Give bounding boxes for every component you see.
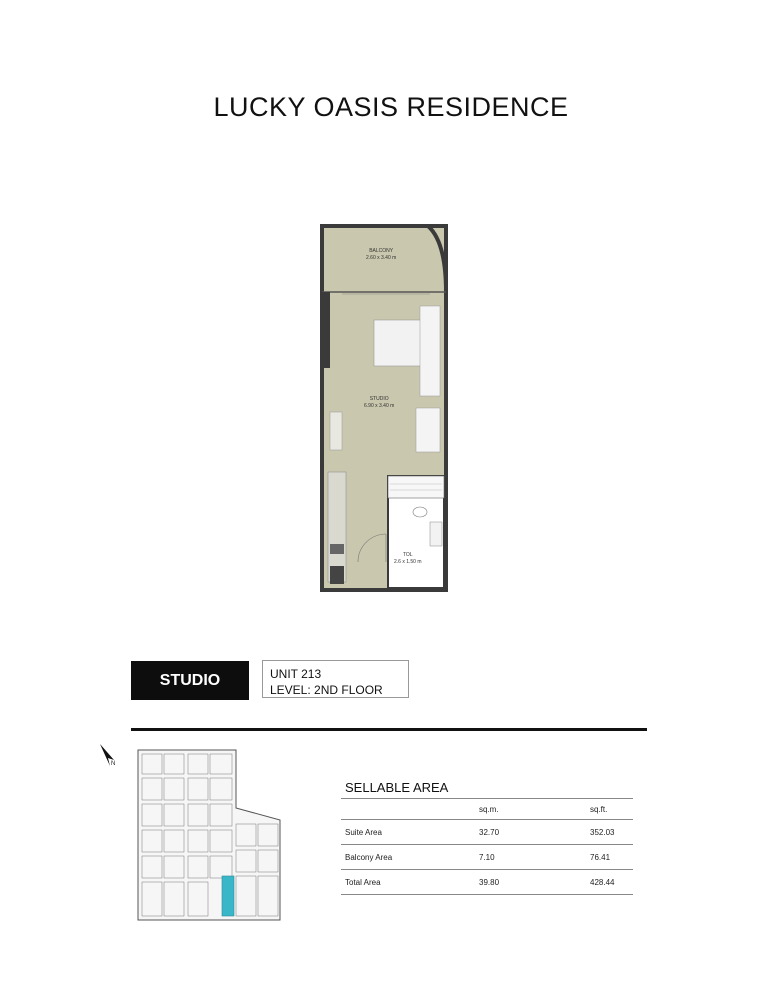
table-row (341, 820, 633, 845)
table-header: sq.ft. (570, 799, 633, 820)
sellable-area-title: SELLABLE AREA (341, 780, 633, 799)
row-sqft: 428.44 (570, 870, 633, 895)
table-row (341, 870, 633, 895)
unit-number: UNIT 213 (270, 667, 322, 681)
table-header: sq.m. (474, 799, 570, 820)
table-row (341, 845, 633, 870)
table-header-row (341, 799, 633, 820)
sellable-area-table (341, 780, 633, 895)
row-sqft: 76.41 (570, 845, 633, 870)
floor-plan (318, 222, 450, 594)
row-label: Total Area (341, 870, 474, 895)
row-sqm: 7.10 (474, 845, 570, 870)
row-sqm: 32.70 (474, 820, 570, 845)
studio-label: STUDIO 6.90 x 3.40 m (364, 396, 395, 409)
unit-highlight (222, 876, 234, 916)
row-sqft: 352.03 (570, 820, 633, 845)
unit-level: LEVEL: 2ND FLOOR (270, 683, 383, 697)
toilet-label: TOL 2.6 x 1.50 m (394, 552, 422, 565)
row-label: Balcony Area (341, 845, 474, 870)
key-plan (136, 748, 282, 924)
north-label: N (111, 761, 116, 767)
row-sqm: 39.80 (474, 870, 570, 895)
row-label: Suite Area (341, 820, 474, 845)
north-arrow-icon (98, 742, 122, 768)
table-header (341, 799, 474, 820)
balcony-label: BALCONY 2.60 x 3.40 m (366, 248, 397, 261)
unit-type-badge: STUDIO (131, 661, 249, 700)
page-title: LUCKY OASIS RESIDENCE (213, 92, 569, 122)
section-divider (131, 728, 647, 731)
unit-info-box (262, 660, 409, 698)
